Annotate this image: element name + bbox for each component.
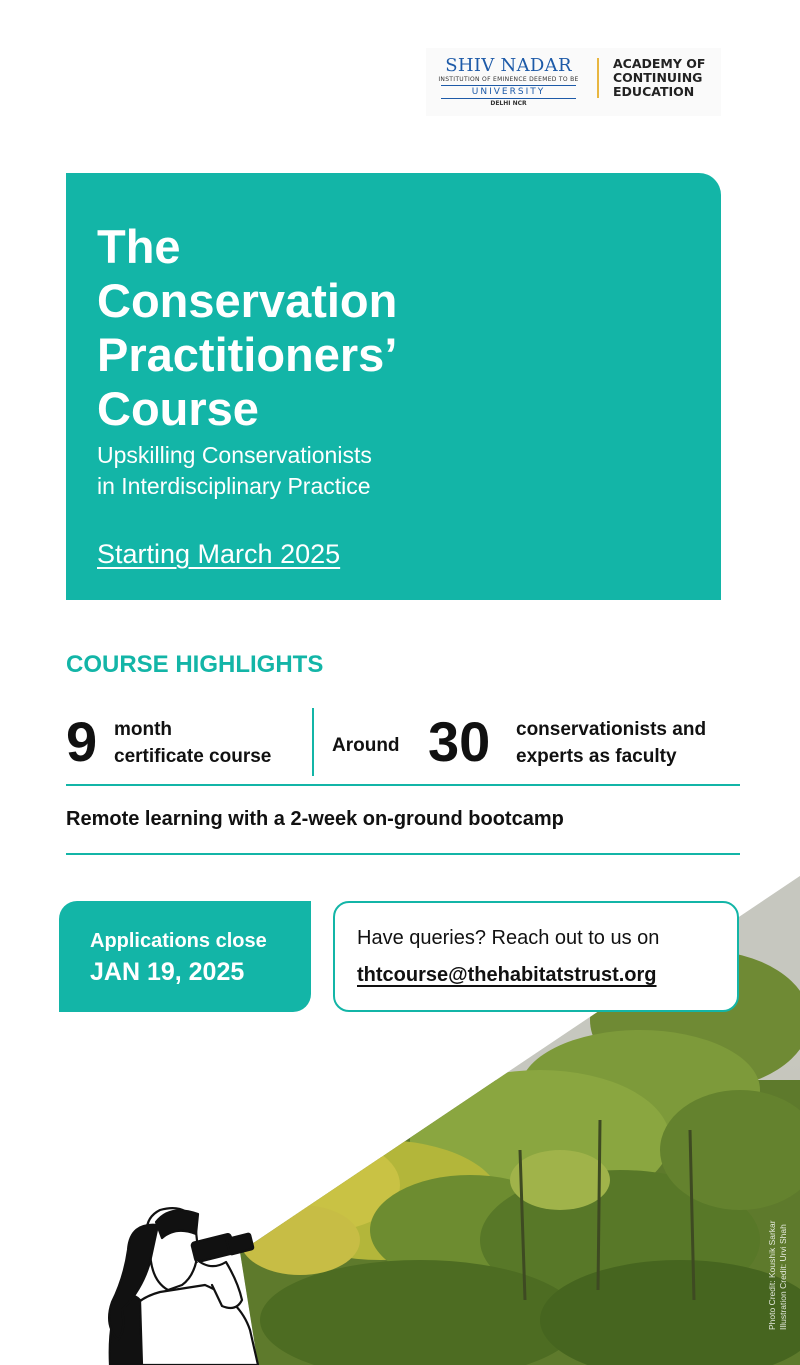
- logo-divider: [597, 58, 599, 98]
- academy-line: ACADEMY OF: [613, 56, 706, 71]
- highlights-heading: COURSE HIGHLIGHTS: [66, 651, 324, 678]
- contact-label: Have queries? Reach out to us on: [357, 927, 660, 949]
- university-location: DELHI NCR: [490, 100, 527, 107]
- highlights-divider: [312, 708, 314, 776]
- faculty-line: experts as faculty: [516, 746, 677, 767]
- contact-email-link[interactable]: thtcourse@thehabitatstrust.org: [357, 964, 657, 986]
- subtitle-line: Upskilling Conservationists: [97, 442, 372, 468]
- illustration-credit: Illustration Credit: Urvi Shah: [778, 1224, 788, 1330]
- shiv-nadar-logo: [431, 56, 586, 108]
- title-line: Conservation: [97, 274, 398, 327]
- highlights-rule-top: [66, 784, 740, 786]
- university-name: SHIV NADAR: [445, 55, 572, 76]
- faculty-prefix: Around: [332, 735, 400, 756]
- start-date-link[interactable]: Starting March 2025: [97, 539, 341, 569]
- course-subtitle: [97, 440, 557, 502]
- duration-line: certificate course: [114, 746, 272, 767]
- duration-text: [114, 716, 271, 770]
- course-hero-panel: [66, 173, 721, 600]
- faculty-number: 30: [428, 710, 491, 773]
- faculty-text: [516, 716, 706, 770]
- course-title: [97, 220, 557, 436]
- highlights-rule-bottom: [66, 853, 740, 855]
- woman-with-binoculars-illustration: [109, 1208, 258, 1365]
- academy-line: EDUCATION: [613, 84, 695, 99]
- duration-number: 9: [66, 710, 98, 773]
- university-tagline: INSTITUTION OF EMINENCE DEEMED TO BE: [438, 76, 579, 83]
- applications-date: JAN 19, 2025: [90, 958, 245, 986]
- contact-box: [333, 901, 739, 1012]
- applications-deadline-badge: [59, 901, 311, 1012]
- university-logo: [426, 48, 721, 116]
- faculty-line: conservationists and: [516, 719, 707, 740]
- photo-credit: Photo Credit: Koushik Sarkar: [767, 1220, 777, 1330]
- university-word: UNIVERSITY: [441, 85, 576, 99]
- title-line: The: [97, 220, 181, 273]
- subtitle-line: in Interdisciplinary Practice: [97, 473, 371, 499]
- applications-label: Applications close: [90, 930, 267, 952]
- duration-line: month: [114, 719, 173, 740]
- image-credits: [767, 1220, 789, 1330]
- academy-name: [613, 57, 705, 99]
- title-line: Course: [97, 382, 259, 435]
- academy-line: CONTINUING: [613, 70, 703, 85]
- learning-mode-text: Remote learning with a 2-week on-ground bootcamp: [66, 808, 564, 830]
- title-line: Practitioners’: [97, 328, 398, 381]
